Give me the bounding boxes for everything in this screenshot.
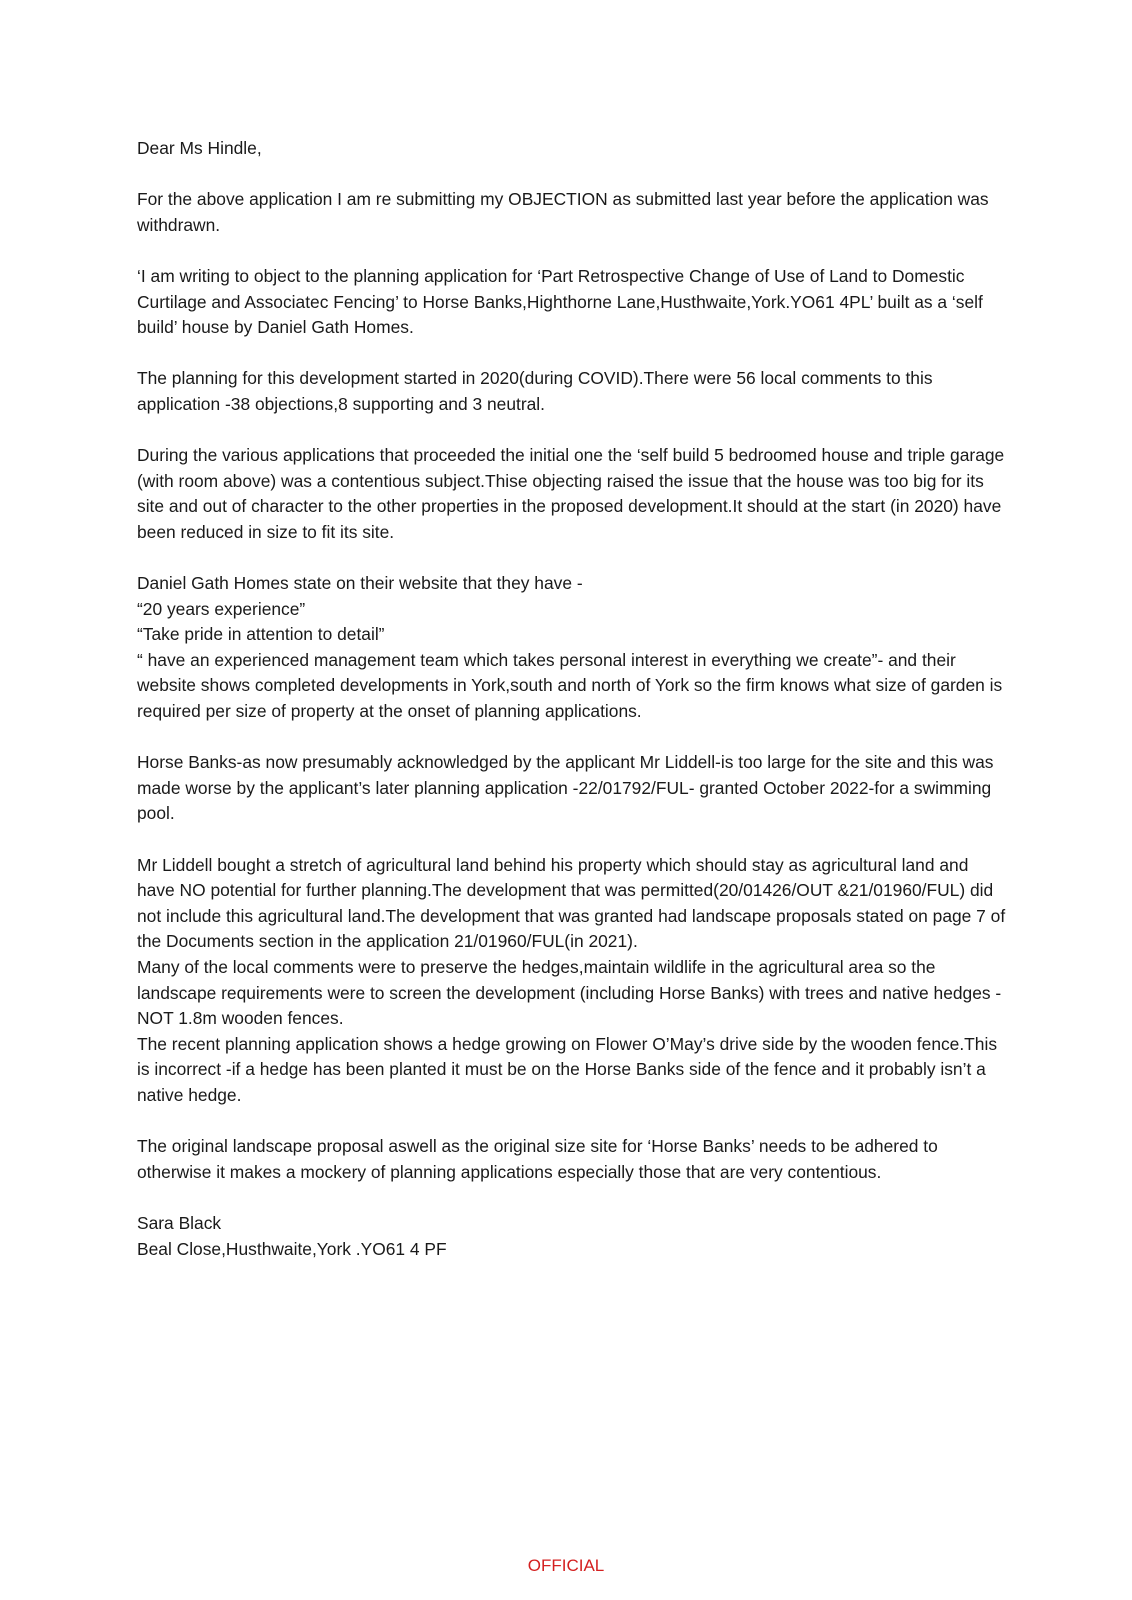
signature-name: Sara Black	[137, 1212, 222, 1233]
hedges-text: Many of the local comments were to preserve the hedges,maintain wildlife in the agricultural area so the landscape requirements were to screen the development (including Horse Banks) with trees and native hedges -NOT 1.8m wooden fences.	[137, 957, 1002, 1029]
paragraph-objection-intro: ‘I am writing to object to the planning application for ‘Part Retrospective Change of Use of Land to Domestic Curtilage and Associatec Fencing’ to Horse Banks,Highthorne Lane,Husthwaite,York.YO61 4PL’ built as a ‘self build’ house by Daniel Gath Homes.	[137, 265, 983, 338]
paragraph-house-size: During the various applications that proceeded the initial one the ‘self build 5 bedroomed house and triple garage (with room above) was a contentious subject.Thise objecting raised the issue that the house was too big for its site and out of character to the other properties in the proposed development.It should at the start (in 2020) have been reduced in size to fit its site.	[137, 445, 1005, 542]
developer-quote-detail: “Take pride in attention to detail”	[137, 624, 385, 645]
developer-quote-management: “ have an experienced management team which takes personal interest in everything we create”- and their website shows completed developments in York,south and north of York so the firm knows what size of garden is required per size of property at the onset of planning applications.	[137, 649, 1003, 722]
salutation: Dear Ms Hindle,	[137, 138, 262, 158]
paragraph-planning-history: The planning for this development started in 2020(during COVID).There were 56 local comments to this application -38 objections,8 supporting and 3 neutral.	[137, 368, 933, 414]
developer-claims-intro: Daniel Gath Homes state on their website that they have -	[137, 573, 583, 594]
official-classification-label: OFFICIAL	[527, 1556, 605, 1575]
signature-address: Beal Close,Husthwaite,York .YO61 4 PF	[137, 1238, 447, 1259]
paragraph-conclusion: The original landscape proposal aswell as the original size site for ‘Horse Banks’ needs to be adhered to otherwise it makes a mockery of planning applications especially those that are very contentious.	[137, 1136, 938, 1182]
developer-quote-experience: “20 years experience”	[137, 598, 306, 619]
letter-body	[137, 136, 1007, 1262]
agricultural-land-text: Mr Liddell bought a stretch of agricultural land behind his property which should stay as agricultural land and have NO potential for further planning.The development that was permitted(20/01426/OUT &21/01960/FUL) did not include this agricultural land.The development that was granted had landscape proposals stated on page 7 of the Documents section in the application 21/01960/FUL(in 2021).	[137, 854, 1006, 952]
paragraph-developer-claims	[137, 571, 1007, 725]
paragraph-agricultural-land	[137, 853, 1007, 1109]
paragraph-swimming-pool: Horse Banks-as now presumably acknowledged by the applicant Mr Liddell-is too large for the site and this was made worse by the applicant’s later planning application -22/01792/FUL- granted October 2022-for a swimming pool.	[137, 752, 994, 824]
paragraph-resubmission: For the above application I am re submitting my OBJECTION as submitted last year before the application was withdrawn.	[137, 189, 989, 235]
hedge-location-text: The recent planning application shows a hedge growing on Flower O’May’s drive side by the wooden fence.This is incorrect -if a hedge has been planted it must be on the Horse Banks side of the fence and it probably isn’t a native hedge.	[137, 1033, 998, 1105]
